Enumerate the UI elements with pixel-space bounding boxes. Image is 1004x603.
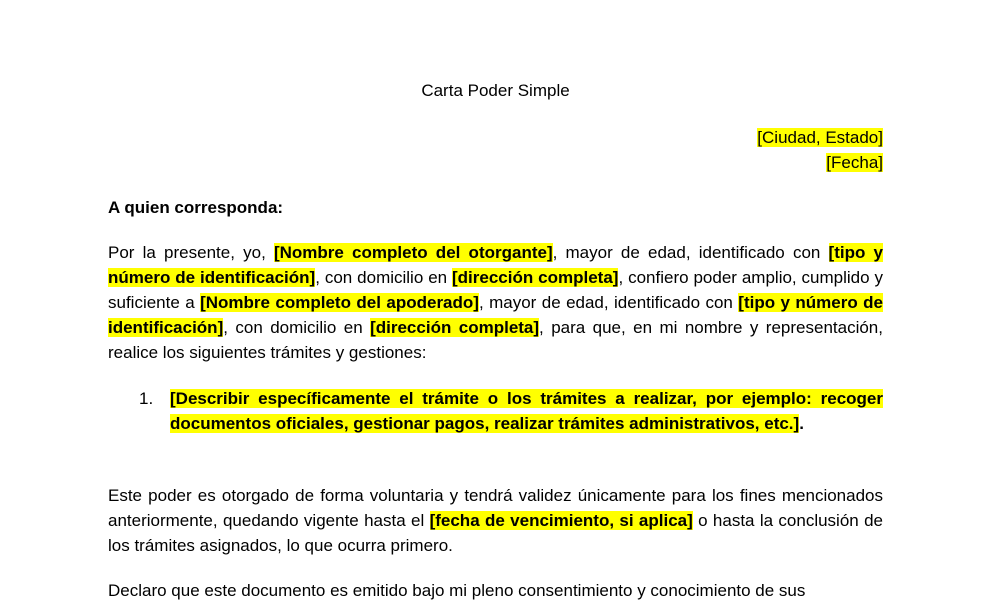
- date-placeholder: [Fecha]: [826, 153, 883, 172]
- paragraph-declaration: [108, 578, 883, 603]
- list-item-suffix: .: [799, 414, 804, 433]
- p1-text-2: , mayor de edad, identificado con: [552, 243, 829, 262]
- p2-text-1: Este poder es otorgado de forma voluntaria y tendrá validez únicamente para los fines mencionados anteriormente, quedando vigente hasta el: [108, 486, 883, 530]
- grantor-id-placeholder: [tipo y número de identificación]: [108, 243, 883, 287]
- place-date-block: [108, 125, 883, 175]
- city-state-placeholder: [Ciudad, Estado]: [757, 128, 883, 147]
- agent-name-placeholder: [Nombre completo del apoderado]: [200, 293, 479, 312]
- salutation: A quien corresponda:: [108, 198, 284, 217]
- agent-id-placeholder: [tipo y número de identificación]: [108, 293, 883, 337]
- p1-text-3: , con domicilio en: [315, 268, 453, 287]
- expiry-date-placeholder: [fecha de vencimiento, si aplica]: [429, 511, 693, 530]
- grantor-address-placeholder: [dirección completa]: [452, 268, 619, 287]
- procedures-list: [108, 386, 883, 436]
- p3-text-1: Declaro que este documento es emitido bajo mi pleno consentimiento y conocimiento de sus: [108, 581, 806, 600]
- paragraph-grant: [108, 240, 883, 365]
- p1-text-6: , con domicilio en: [223, 318, 371, 337]
- p1-text-1: Por la presente, yo,: [108, 243, 274, 262]
- paragraph-validity: [108, 483, 883, 558]
- list-item-number: 1.: [139, 389, 154, 408]
- p1-text-4: , confiero poder amplio, cumplido y suficiente a: [108, 268, 883, 312]
- agent-address-placeholder: [dirección completa]: [370, 318, 540, 337]
- p1-text-5: , mayor de edad, identificado con: [478, 293, 739, 312]
- list-item: [170, 386, 883, 436]
- procedure-description-placeholder: [Describir específicamente el trámite o los trámites a realizar, por ejemplo: recoger documentos oficiales, gestionar pagos, realizar trámites administrativos, etc.]: [170, 389, 883, 433]
- p2-text-2: o hasta la conclusión de los trámites asignados, lo que ocurra primero.: [108, 511, 883, 555]
- p1-text-7: , para que, en mi nombre y representación, realice los siguientes trámites y gestiones:: [108, 318, 883, 362]
- document-title: Carta Poder Simple: [421, 81, 570, 100]
- grantor-name-placeholder: [Nombre completo del otorgante]: [273, 243, 553, 262]
